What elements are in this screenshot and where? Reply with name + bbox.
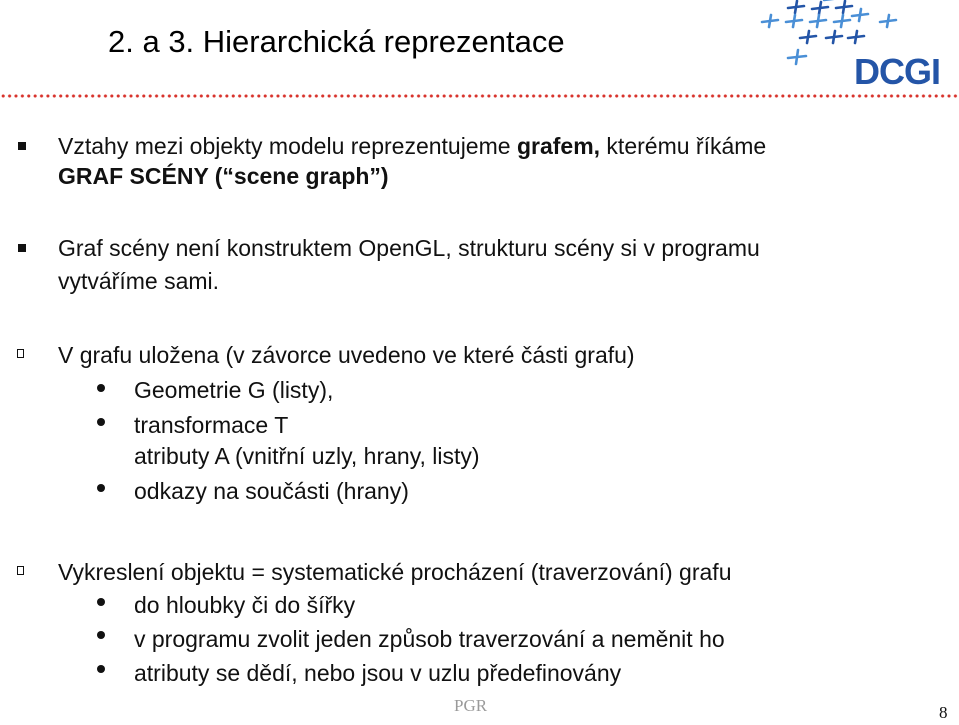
bullet-3-sub-1: Geometrie G (listy), — [134, 377, 334, 403]
bullet-4-sub-1: do hloubky či do šířky — [134, 592, 356, 618]
bullet-1-bold-line2: GRAF SCÉNY (“scene graph”) — [58, 163, 389, 189]
bullet-4-sub-3: atributy se dědí, nebo jsou v uzlu předefinovány — [134, 660, 622, 686]
bullet-square-icon — [18, 244, 26, 252]
logo-text: DCGI — [854, 51, 940, 92]
sub-bullet-dot-icon — [97, 484, 105, 492]
bullet-square-icon — [18, 142, 26, 150]
slide-title: 2. a 3. Hierarchická reprezentace — [108, 24, 565, 59]
bullet-3-text: V grafu uložena (v závorce uvedeno ve které části grafu) — [58, 342, 635, 368]
bullet-1-text-b: kterému říkáme — [600, 133, 767, 159]
bullet-1-line-2 — [58, 161, 389, 191]
dcgi-logo — [752, 0, 959, 95]
bullet-2-line-1: Graf scény není konstruktem OpenGL, strukturu scény si v programu — [58, 235, 760, 261]
bullet-hollow-square-icon — [17, 349, 24, 358]
sub-bullet-dot-icon — [97, 598, 105, 606]
sub-bullet-dot-icon — [97, 631, 105, 639]
bullet-1-line-1 — [58, 131, 766, 161]
bullet-1-text-a: Vztahy mezi objekty modelu reprezentujeme — [58, 133, 517, 159]
sub-bullet-dot-icon — [97, 665, 105, 673]
bullet-3-sub-3: atributy A (vnitřní uzly, hrany, listy) — [134, 443, 480, 469]
bullet-1-bold-a: grafem, — [516, 133, 601, 159]
bullet-4-sub-2: v programu zvolit jeden způsob traverzování a neměnit ho — [134, 626, 725, 652]
footer-label: PGR — [454, 696, 488, 715]
bullet-4-text: Vykreslení objektu = systematické procházení (traverzování) grafu — [58, 559, 732, 585]
bullet-hollow-square-icon — [17, 566, 24, 575]
sub-bullet-dot-icon — [97, 418, 105, 426]
bullet-2-line-2: vytváříme sami. — [58, 268, 220, 294]
bullet-3-sub-4: odkazy na součásti (hrany) — [134, 478, 409, 504]
sub-bullet-dot-icon — [97, 384, 105, 392]
bullet-3-sub-2: transformace T — [134, 412, 289, 438]
page-number: 8 — [939, 703, 948, 722]
